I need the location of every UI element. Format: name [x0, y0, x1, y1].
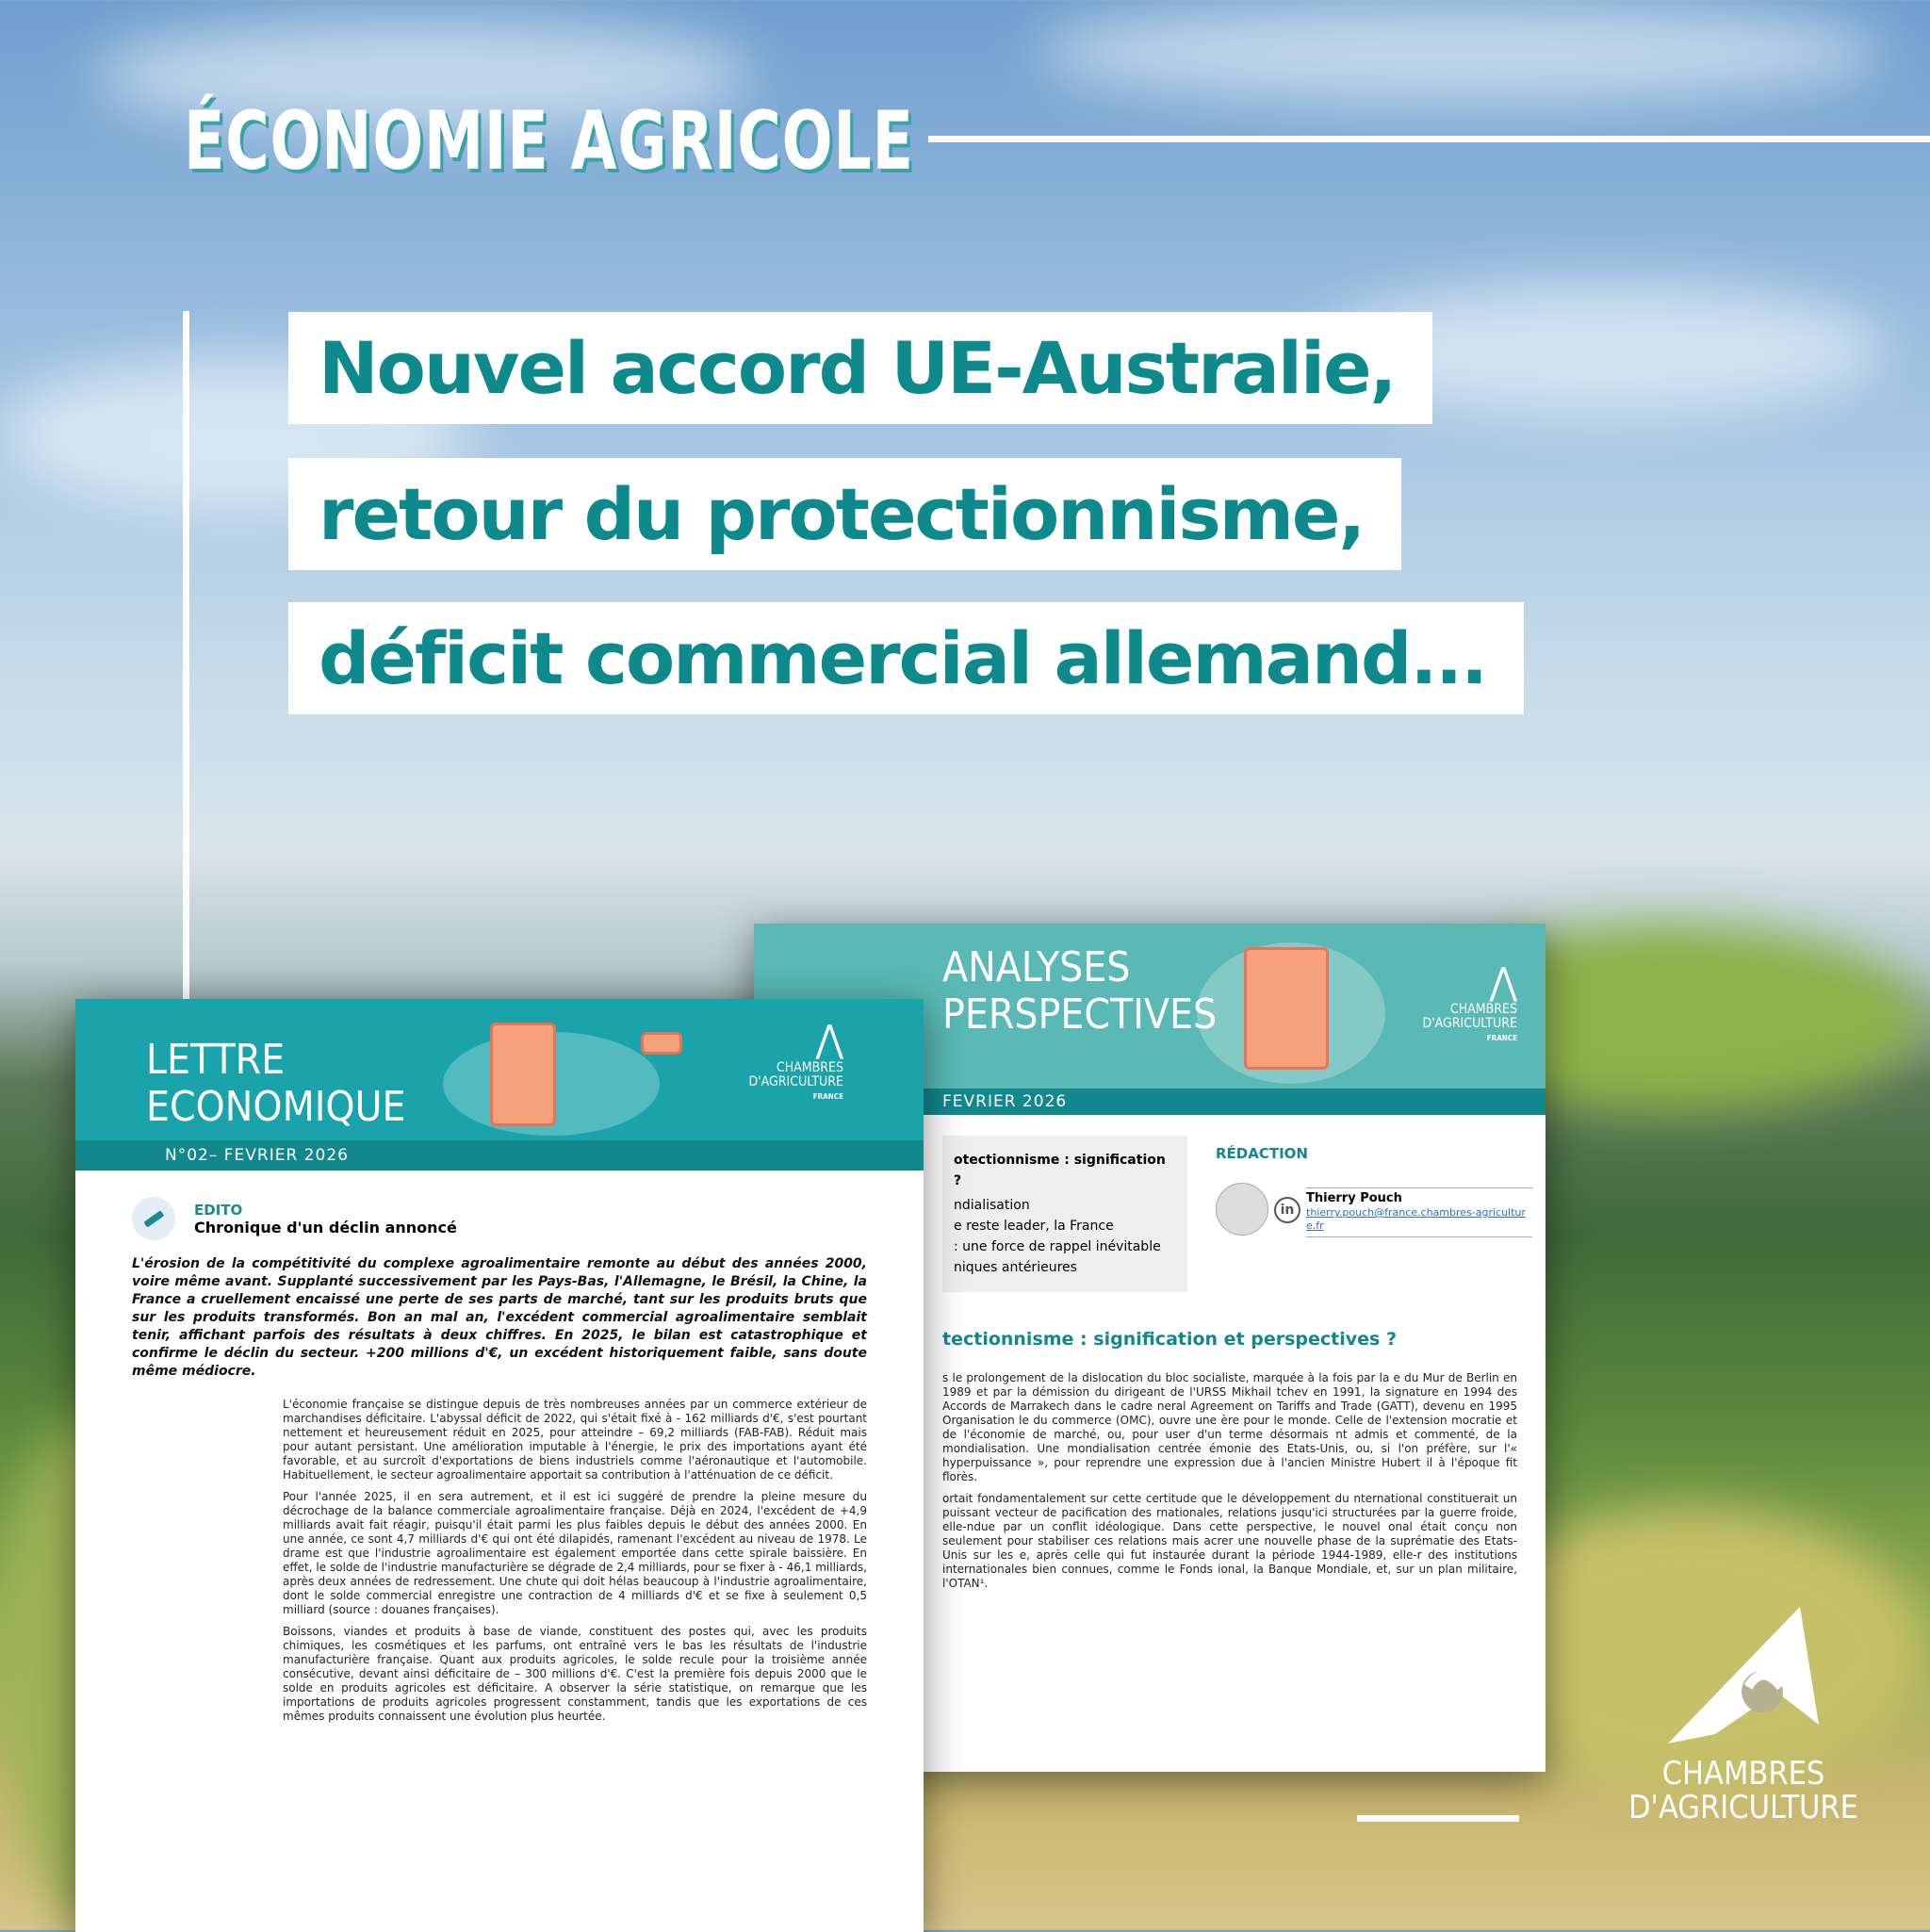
body-column [942, 1371, 1517, 1598]
doc-issue: FEVRIER 2026 [942, 1092, 1068, 1111]
illustration-chat-bubble [641, 1032, 682, 1055]
logo-text-line2: D'AGRICULTURE [1627, 1789, 1858, 1826]
body-paragraph: Pour l'année 2025, il en sera autrement, et il est ici suggéré de prendre la pleine mesure du décrochage de la balance commerciale agroalimentaire française. Déjà en 2024, l'excédent de +4,9 milliards avait fait réagir, puisqu'il était parmi les plus faibles depuis le début des années 2000. En une année, ce sont 4,7 milliards d'€ qui ont été dilapidés, ramenant l'excédent au niveau de 1978. Le drame est que l'industrie agroalimentaire est également emportée dans cette spirale baissière. En effet, le solde de l'industrie manufacturière se dégrade de 2,4 milliards, pour se fixer à - 46,1 milliards, après deux années de redressement. Une chute qui doit hélas beaucoup à l'industrie agroalimentaire, dont le solde commercial enregistre une contraction de 4 milliards d'€ et se fixe à seulement 0,5 milliard (source : douanes françaises). [283, 1490, 867, 1616]
section-title: ÉCONOMIE AGRICOLE [184, 94, 914, 188]
body-paragraph: L'économie française se distingue depuis de très nombreuses années par un commerce extérieur de marchandises déficitaire. L'abyssal déficit de 2022, qui s'était fixé à - 162 milliards d'€, s'est pourtant nettement et heureusement réduit en 2025, pour atteindre – 69,2 milliards (FAB-FAB). Réduit mais pour autant persistant. Une amélioration imputable à l'énergie, le prix des importations ayant été favorable, et au surcroît d'exportations de biens industriels comme l'aéronautique et l'automobile. Habituellement, le secteur agroalimentaire apportait sa contribution à l'atténuation de ce déficit. [283, 1398, 867, 1482]
doc-issue: N°02– FEVRIER 2026 [165, 1146, 349, 1165]
brand-logo: ⋀ CHAMBRES D'AGRICULTURE FRANCE [748, 1018, 843, 1101]
divider-line [928, 136, 1930, 142]
toc-title: otectionnisme : signification ? [954, 1153, 1166, 1188]
logo-mark-icon [1659, 1602, 1828, 1753]
telescope-icon [132, 1197, 175, 1240]
illustration-document [1244, 947, 1329, 1070]
linkedin-icon[interactable]: in [1274, 1197, 1300, 1223]
body-paragraph: Boissons, viandes et produits à base de viande, constituent des postes qui, avec les produits chimiques, les cosmétiques et les parfums, ont entraîné vers le bas les résultats de l'industrie manufacturière française. Quant aux produits agricoles, le solde recule pour la troisième année consécutive, devant ainsi déficitaire de – 300 millions d'€. C'est la première fois depuis 2000 que le solde en produits agricoles est déficitaire. A observer la série statistique, on remarque que les importations de produits agricoles progressent constamment, tandis que les exportations de ces mêmes produits connaissent une évolution plus heurtée. [283, 1625, 867, 1723]
headline-line-2 [288, 458, 1401, 570]
toc-item[interactable]: : une force de rappel inévitable [954, 1239, 1161, 1254]
headline-text: Nouvel accord UE-Australie, [319, 326, 1396, 410]
lettre-economique-document [75, 999, 924, 1932]
toc-item[interactable]: e reste leader, la France [954, 1219, 1114, 1234]
cloud [1037, 0, 1885, 104]
edito-lead: L'érosion de la compétitivité du complexe agroalimentaire remonte au début des années 2000, voire même avant. Supplanté successivement par les Pays-Bas, l'Allemagne, le Brésil, la Chine, la France a cruellement encaissé une perte de ses parts de marché, tant sur les produits bruts que sur les produits transformés. Bon an mal an, l'excédent commercial agroalimentaire semblait tenir, affichant parfois des résultats à deux chiffres. En 2025, le bilan est catastrophique et confirme le déclin du secteur. +200 millions d'€, un excédent historiquement faible, sans doute même médiocre. [132, 1256, 867, 1379]
illustration-document [490, 1023, 556, 1126]
edito-header [132, 1197, 867, 1240]
lettre-content [132, 1197, 867, 1731]
redaction-label: RÉDACTION [1216, 1145, 1308, 1162]
headline-text: déficit commercial allemand... [319, 616, 1487, 700]
toc-item[interactable]: niques antérieures [954, 1260, 1077, 1275]
edito-label: EDITO [194, 1201, 243, 1219]
headline-line-1 [288, 312, 1432, 424]
body-paragraph: ortait fondamentalement sur cette certitude que le développement du nternational constituerait un puissant vecteur de pacification des rnationales, relations jusqu'ici structurées par la guerre froide, elle-ndue par un conflit idéologique. Dans cette perspective, le nouvel onal était conçu non seulement pour stabiliser ces relations mais acrer une nouvelle phase de la suprématie des Etats-Unis sur les e, après celle qui fut instaurée durant la période 1944-1989, elle-r des institutions internationales bien connues, comme le Fonds ional, la Banque Mondiale, et, sur un plan militaire, l'OTAN¹. [942, 1492, 1517, 1590]
author-name: Thierry Pouch [1306, 1187, 1532, 1205]
bottom-divider [1357, 1815, 1519, 1822]
section-heading: tectionnisme : signification et perspectives ? [942, 1329, 1397, 1350]
author-photo [1216, 1183, 1268, 1236]
headline-text: retour du protectionnisme, [319, 472, 1365, 556]
author-email-link[interactable]: thierry.pouch@france.chambres-agriculture.fr [1306, 1206, 1532, 1237]
body-column [283, 1398, 867, 1724]
edito-title: Chronique d'un déclin annoncé [194, 1218, 457, 1236]
brand-logo: ⋀ CHAMBRES D'AGRICULTURE FRANCE [1422, 960, 1517, 1042]
headline-line-3 [288, 602, 1524, 714]
doc-title: ANALYSES PERSPECTIVES [942, 943, 1218, 1039]
toc-item[interactable]: ndialisation [954, 1198, 1030, 1213]
doc-title: LETTRE ECONOMIQUE [146, 1036, 406, 1131]
chambres-agriculture-logo [1621, 1602, 1866, 1825]
vertical-divider [183, 311, 189, 1008]
body-paragraph: s le prolongement de la dislocation du bloc socialiste, marquée à la fois par la e du Mur de Berlin en 1989 et par la démission du dirigeant de l'URSS Mikhail tchev en 1991, la signature en 1994 des Accords de Marrakech dans le cadre neral Agreement on Tariffs and Trade (GATT), devenu en 1995 Organisation le du commerce (OMC), ouvre une ère pour le monde. Celle de l'extension mocratie et de l'économie de marché, ou, pour user d'un terme désormais nt admis et commenté, de la mondialisation. Une mondialisation centrée émonie des Etats-Unis, ou, si l'on préfère, sur l'« hyperpuissance », pour reprendre une expression due à l'ancien Ministre Hubert il à l'époque fit florès. [942, 1371, 1517, 1483]
logo-text-line1: CHAMBRES [1661, 1755, 1825, 1793]
toc-box [942, 1136, 1187, 1292]
